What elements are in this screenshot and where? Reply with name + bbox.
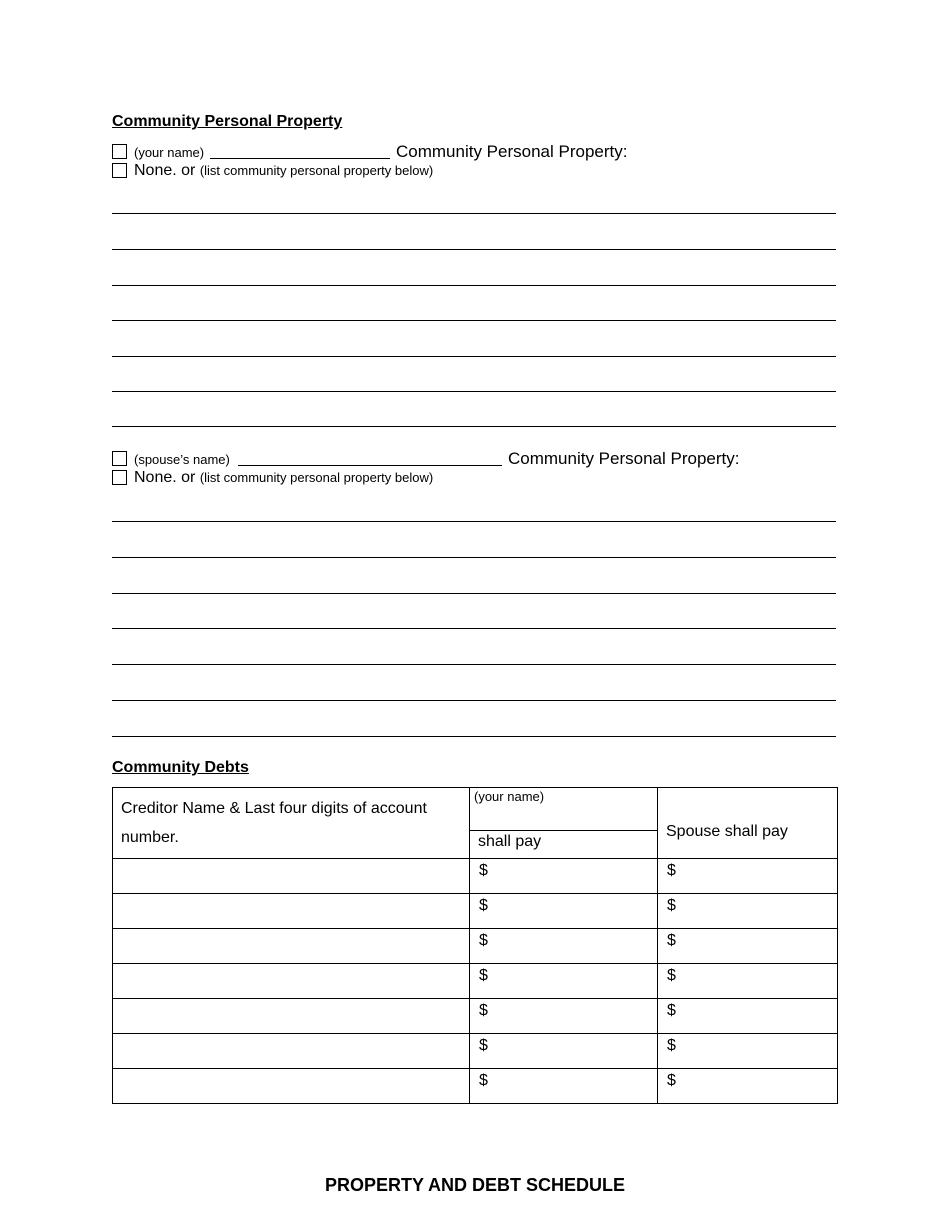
your-amount-cell[interactable]: $: [470, 859, 658, 894]
your-property-suffix: Community Personal Property:: [396, 142, 628, 161]
your-pays-column-header: [470, 788, 658, 859]
creditor-column-header: Creditor Name & Last four digits of account number.: [113, 788, 470, 859]
debts-heading: Community Debts: [112, 759, 249, 776]
spouse-list-hint: (list community personal property below): [199, 470, 434, 485]
spouse-none-checkbox[interactable]: [112, 470, 127, 485]
spouse-amount-cell[interactable]: $: [658, 1069, 838, 1104]
debts-header-row: [113, 788, 838, 859]
spouse-property-line[interactable]: [112, 664, 836, 665]
your-property-line[interactable]: [112, 356, 836, 357]
spouse-amount-cell[interactable]: $: [658, 894, 838, 929]
your-none-label: None. or: [134, 162, 196, 179]
debt-row: [113, 1034, 838, 1069]
debt-row: [113, 859, 838, 894]
creditor-cell[interactable]: [113, 964, 470, 999]
your-amount-cell[interactable]: $: [470, 929, 658, 964]
your-property-line[interactable]: [112, 249, 836, 250]
your-property-checkbox[interactable]: [112, 144, 127, 159]
spouse-property-suffix: Community Personal Property:: [508, 449, 740, 468]
spouse-none-line: [134, 469, 433, 487]
debt-row: [113, 999, 838, 1034]
spouse-amount-cell[interactable]: $: [658, 929, 838, 964]
your-property-line[interactable]: [112, 426, 836, 427]
creditor-cell[interactable]: [113, 859, 470, 894]
your-name-column-field[interactable]: [470, 830, 657, 831]
your-none-line: [134, 162, 433, 180]
your-amount-cell[interactable]: $: [470, 964, 658, 999]
spouse-property-line[interactable]: [112, 557, 836, 558]
spouse-name-label: (spouse’s name): [134, 452, 230, 467]
your-amount-cell[interactable]: $: [470, 1069, 658, 1104]
creditor-cell[interactable]: [113, 929, 470, 964]
spouse-amount-cell[interactable]: $: [658, 999, 838, 1034]
your-name-field[interactable]: [210, 158, 390, 159]
debt-row: [113, 894, 838, 929]
creditor-cell[interactable]: [113, 1034, 470, 1069]
your-shall-pay-label: shall pay: [478, 833, 542, 850]
debt-row: [113, 1069, 838, 1104]
spouse-amount-cell[interactable]: $: [658, 859, 838, 894]
debts-table: [112, 787, 838, 1104]
spouse-name-field[interactable]: [238, 465, 502, 466]
personal-property-heading: Community Personal Property: [112, 113, 343, 130]
creditor-cell[interactable]: [113, 894, 470, 929]
your-property-line[interactable]: [112, 391, 836, 392]
your-property-line[interactable]: [112, 213, 836, 214]
spouse-amount-cell[interactable]: $: [658, 964, 838, 999]
creditor-cell[interactable]: [113, 1069, 470, 1104]
debt-row: [113, 964, 838, 999]
spouse-shall-pay-label: Spouse shall pay: [666, 823, 788, 840]
spouse-amount-cell[interactable]: $: [658, 1034, 838, 1069]
creditor-cell[interactable]: [113, 999, 470, 1034]
your-none-checkbox[interactable]: [112, 163, 127, 178]
spouse-pays-column-header: [658, 788, 838, 859]
your-property-line[interactable]: [112, 285, 836, 286]
spouse-property-line[interactable]: [112, 628, 836, 629]
spouse-property-checkbox[interactable]: [112, 451, 127, 466]
your-name-column-label: (your name): [474, 789, 545, 804]
spouse-property-line[interactable]: [112, 521, 836, 522]
your-property-line[interactable]: [112, 320, 836, 321]
your-amount-cell[interactable]: $: [470, 894, 658, 929]
page-footer-title: PROPERTY AND DEBT SCHEDULE: [324, 1175, 626, 1195]
your-list-hint: (list community personal property below): [199, 163, 434, 178]
spouse-property-line[interactable]: [112, 736, 836, 737]
your-amount-cell[interactable]: $: [470, 999, 658, 1034]
debt-row: [113, 929, 838, 964]
your-amount-cell[interactable]: $: [470, 1034, 658, 1069]
your-name-label: (your name): [134, 145, 205, 160]
spouse-none-label: None. or: [134, 469, 196, 486]
spouse-property-line[interactable]: [112, 700, 836, 701]
spouse-property-line[interactable]: [112, 593, 836, 594]
